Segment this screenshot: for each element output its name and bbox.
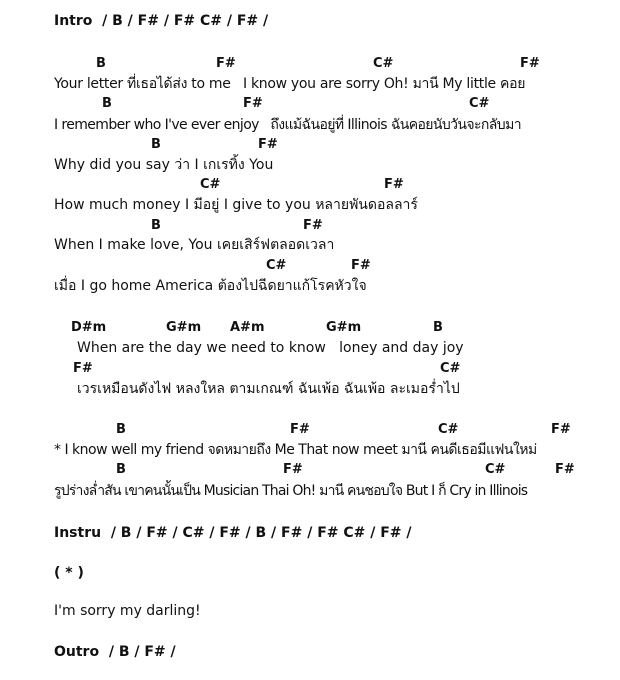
chord: F# bbox=[303, 218, 323, 233]
chord: F# bbox=[384, 177, 404, 192]
chord: C# bbox=[438, 422, 459, 437]
chord: D#m bbox=[71, 320, 107, 335]
intro-line: Intro / B / F# / F# C# / F# / bbox=[54, 13, 269, 29]
lyric-line: เมื่อ I go home America ต้องไปฉีดยาแก้โรคหัวใจ bbox=[54, 278, 367, 294]
chord: F# bbox=[283, 462, 303, 477]
chord: B bbox=[102, 96, 112, 111]
chord: F# bbox=[243, 96, 263, 111]
chord: B bbox=[116, 462, 126, 477]
chord: C# bbox=[200, 177, 221, 192]
chord: F# bbox=[73, 361, 93, 376]
chord: F# bbox=[551, 422, 571, 437]
chord: F# bbox=[555, 462, 575, 477]
chord: C# bbox=[485, 462, 506, 477]
chord: F# bbox=[351, 258, 371, 273]
chord: F# bbox=[290, 422, 310, 437]
chord: B bbox=[96, 56, 106, 71]
lyric-line: Your letter ที่เธอได้ส่ง to me I know you are sorry Oh! มานี My little คอย bbox=[54, 76, 526, 92]
closing-lyric: I'm sorry my darling! bbox=[54, 603, 201, 619]
lyric-line: Why did you say ว่า I เกเรทิ้ง You bbox=[54, 157, 274, 173]
chord: B bbox=[151, 218, 161, 233]
chord: F# bbox=[258, 137, 278, 152]
outro-line: Outro / B / F# / bbox=[54, 644, 176, 660]
chord: G#m bbox=[326, 320, 362, 335]
chord: F# bbox=[520, 56, 540, 71]
chord: B bbox=[151, 137, 161, 152]
instrumental-line: Instru / B / F# / C# / F# / B / F# / F# C# / F# / bbox=[54, 525, 412, 541]
chord: B bbox=[433, 320, 443, 335]
lyric-line: รูปร่างล่ำสัน เขาคนนั้นเป็น Musician Thai Oh! มานี คนชอบใจ But I ก็ Cry in Illinois bbox=[54, 483, 528, 499]
lyric-line: เวรเหมือนดังไฟ หลงใหล ตามเกณฑ์ ฉันเพ้อ ฉันเพ้อ ละเมอร่ำไป bbox=[77, 381, 460, 397]
chord: C# bbox=[266, 258, 287, 273]
chord: G#m bbox=[166, 320, 202, 335]
chord: A#m bbox=[230, 320, 265, 335]
chord: C# bbox=[440, 361, 461, 376]
lyric-line: When are the day we need to know loney and day joy bbox=[77, 340, 464, 356]
lyric-line: I remember who I've ever enjoy ถึงแม้ฉันอยู่ที่ Illinois ฉันคอยนับวันจะกลับมา bbox=[54, 117, 521, 133]
chord: C# bbox=[469, 96, 490, 111]
chord: C# bbox=[373, 56, 394, 71]
repeat-marker: ( * ) bbox=[54, 565, 84, 581]
lyric-line: When I make love, You เคยเสิร์ฟตลอดเวลา bbox=[54, 237, 335, 253]
lyric-line: How much money I มีอยู่ I give to you หลายพันดอลลาร์ bbox=[54, 197, 418, 213]
chord: B bbox=[116, 422, 126, 437]
chord: F# bbox=[216, 56, 236, 71]
lyric-line: * I know well my friend จดหมายถึง Me That now meet มานี คนดีเธอมีแฟนใหม่ bbox=[54, 442, 537, 458]
